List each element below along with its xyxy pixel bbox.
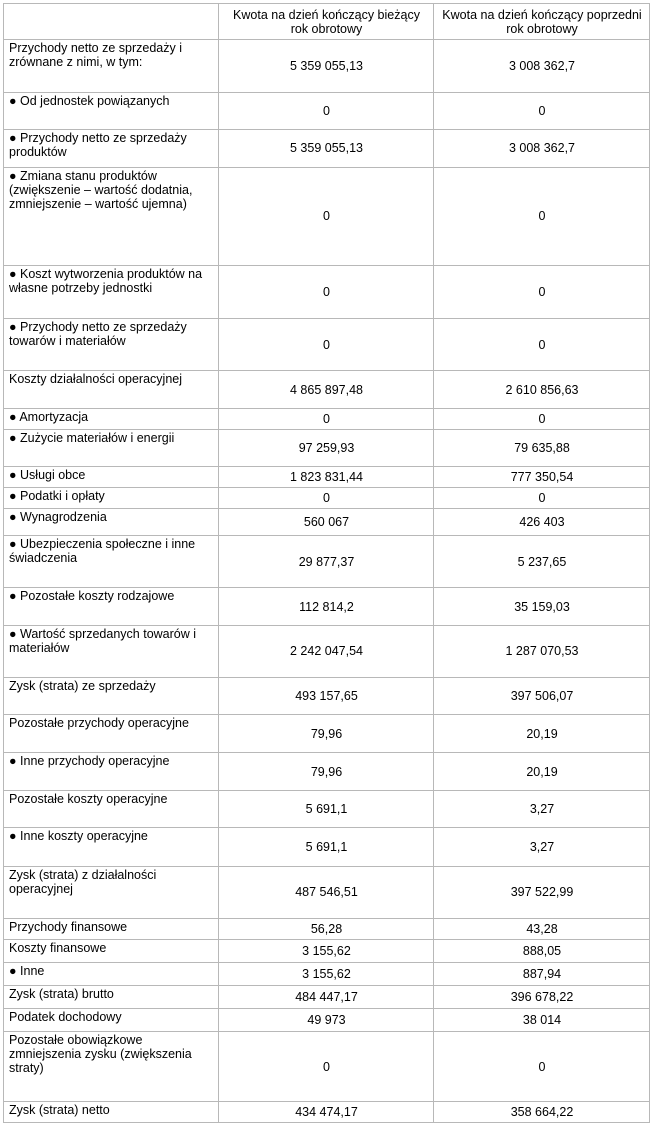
value-previous: 0	[434, 487, 650, 508]
value-previous: 35 159,03	[434, 588, 650, 625]
value-previous: 38 014	[434, 1009, 650, 1032]
row-label: ● Zużycie materiałów i energii	[4, 429, 219, 466]
row-label: ● Przychody netto ze sprzedaży produktów	[4, 130, 219, 167]
value-current: 0	[219, 319, 434, 371]
value-current: 112 814,2	[219, 588, 434, 625]
row-label: ● Wynagrodzenia	[4, 509, 219, 536]
value-previous: 5 237,65	[434, 536, 650, 588]
table-row	[4, 371, 650, 408]
value-current: 0	[219, 487, 434, 508]
value-current: 0	[219, 1032, 434, 1101]
header-previous-year: Kwota na dzień kończący poprzedni rok obrotowy	[434, 4, 650, 40]
table-row	[4, 408, 650, 429]
row-label: Koszty finansowe	[4, 939, 219, 962]
value-previous: 0	[434, 408, 650, 429]
value-current: 0	[219, 408, 434, 429]
value-previous: 3,27	[434, 828, 650, 866]
value-previous: 0	[434, 167, 650, 265]
table-row	[4, 1009, 650, 1032]
row-label: Przychody netto ze sprzedaży i zrównane z nimi, w tym:	[4, 40, 219, 93]
table-row	[4, 1032, 650, 1101]
header-corner	[4, 4, 219, 40]
table-row	[4, 986, 650, 1009]
table-row	[4, 319, 650, 371]
value-previous: 396 678,22	[434, 986, 650, 1009]
value-current: 484 447,17	[219, 986, 434, 1009]
table-row	[4, 828, 650, 866]
row-label: ● Amortyzacja	[4, 408, 219, 429]
row-label: Zysk (strata) netto	[4, 1101, 219, 1122]
value-current: 56,28	[219, 918, 434, 939]
table-row	[4, 509, 650, 536]
table-row	[4, 1101, 650, 1122]
table-row	[4, 625, 650, 677]
value-current: 97 259,93	[219, 429, 434, 466]
value-previous: 43,28	[434, 918, 650, 939]
table-row	[4, 93, 650, 130]
row-label: ● Przychody netto ze sprzedaży towarów i materiałów	[4, 319, 219, 371]
value-current: 493 157,65	[219, 677, 434, 714]
value-previous: 0	[434, 93, 650, 130]
table-row	[4, 753, 650, 791]
row-label: Pozostałe przychody operacyjne	[4, 714, 219, 752]
row-label: ● Ubezpieczenia społeczne i inne świadczenia	[4, 536, 219, 588]
value-previous: 358 664,22	[434, 1101, 650, 1122]
table-row	[4, 866, 650, 918]
value-current: 2 242 047,54	[219, 625, 434, 677]
table-row	[4, 536, 650, 588]
value-current: 79,96	[219, 714, 434, 752]
financial-table	[3, 3, 650, 1123]
value-current: 0	[219, 167, 434, 265]
table-row	[4, 939, 650, 962]
table-row	[4, 963, 650, 986]
row-label: Pozostałe koszty operacyjne	[4, 791, 219, 828]
row-label: Przychody finansowe	[4, 918, 219, 939]
value-previous: 3 008 362,7	[434, 130, 650, 167]
table-row	[4, 429, 650, 466]
table-row	[4, 918, 650, 939]
value-previous: 20,19	[434, 714, 650, 752]
value-current: 79,96	[219, 753, 434, 791]
value-previous: 0	[434, 319, 650, 371]
row-label: ● Inne koszty operacyjne	[4, 828, 219, 866]
row-label: Zysk (strata) brutto	[4, 986, 219, 1009]
row-label: ● Podatki i opłaty	[4, 487, 219, 508]
value-current: 5 359 055,13	[219, 130, 434, 167]
row-label: ● Od jednostek powiązanych	[4, 93, 219, 130]
row-label: Zysk (strata) z działalności operacyjnej	[4, 866, 219, 918]
value-current: 487 546,51	[219, 866, 434, 918]
value-current: 3 155,62	[219, 939, 434, 962]
table-row	[4, 167, 650, 265]
value-previous: 887,94	[434, 963, 650, 986]
value-previous: 777 350,54	[434, 466, 650, 487]
row-label: ● Pozostałe koszty rodzajowe	[4, 588, 219, 625]
value-previous: 0	[434, 1032, 650, 1101]
row-label: Zysk (strata) ze sprzedaży	[4, 677, 219, 714]
value-previous: 888,05	[434, 939, 650, 962]
row-label: ● Zmiana stanu produktów (zwiększenie – wartość dodatnia, zmniejszenie – wartość ujemna)	[4, 167, 219, 265]
value-previous: 20,19	[434, 753, 650, 791]
row-label: ● Inne przychody operacyjne	[4, 753, 219, 791]
table-row	[4, 466, 650, 487]
row-label: ● Inne	[4, 963, 219, 986]
row-label: ● Wartość sprzedanych towarów i materiałów	[4, 625, 219, 677]
table-row	[4, 266, 650, 319]
value-current: 560 067	[219, 509, 434, 536]
row-label: ● Usługi obce	[4, 466, 219, 487]
row-label: ● Koszt wytworzenia produktów na własne potrzeby jednostki	[4, 266, 219, 319]
row-label: Pozostałe obowiązkowe zmniejszenia zysku (zwiększenia straty)	[4, 1032, 219, 1101]
value-current: 4 865 897,48	[219, 371, 434, 408]
value-previous: 2 610 856,63	[434, 371, 650, 408]
table-row	[4, 588, 650, 625]
table-row	[4, 40, 650, 93]
value-previous: 397 506,07	[434, 677, 650, 714]
row-label: Podatek dochodowy	[4, 1009, 219, 1032]
value-previous: 0	[434, 266, 650, 319]
table-row	[4, 714, 650, 752]
table-row	[4, 130, 650, 167]
value-current: 0	[219, 93, 434, 130]
header-row	[4, 4, 650, 40]
value-current: 434 474,17	[219, 1101, 434, 1122]
value-current: 1 823 831,44	[219, 466, 434, 487]
value-current: 5 691,1	[219, 828, 434, 866]
value-current: 0	[219, 266, 434, 319]
value-previous: 3,27	[434, 791, 650, 828]
value-current: 3 155,62	[219, 963, 434, 986]
value-previous: 426 403	[434, 509, 650, 536]
table-row	[4, 791, 650, 828]
table-row	[4, 487, 650, 508]
value-previous: 397 522,99	[434, 866, 650, 918]
header-current-year: Kwota na dzień kończący bieżący rok obrotowy	[219, 4, 434, 40]
table-row	[4, 677, 650, 714]
value-previous: 3 008 362,7	[434, 40, 650, 93]
row-label: Koszty działalności operacyjnej	[4, 371, 219, 408]
value-current: 49 973	[219, 1009, 434, 1032]
value-current: 5 359 055,13	[219, 40, 434, 93]
value-previous: 79 635,88	[434, 429, 650, 466]
value-previous: 1 287 070,53	[434, 625, 650, 677]
value-current: 29 877,37	[219, 536, 434, 588]
value-current: 5 691,1	[219, 791, 434, 828]
